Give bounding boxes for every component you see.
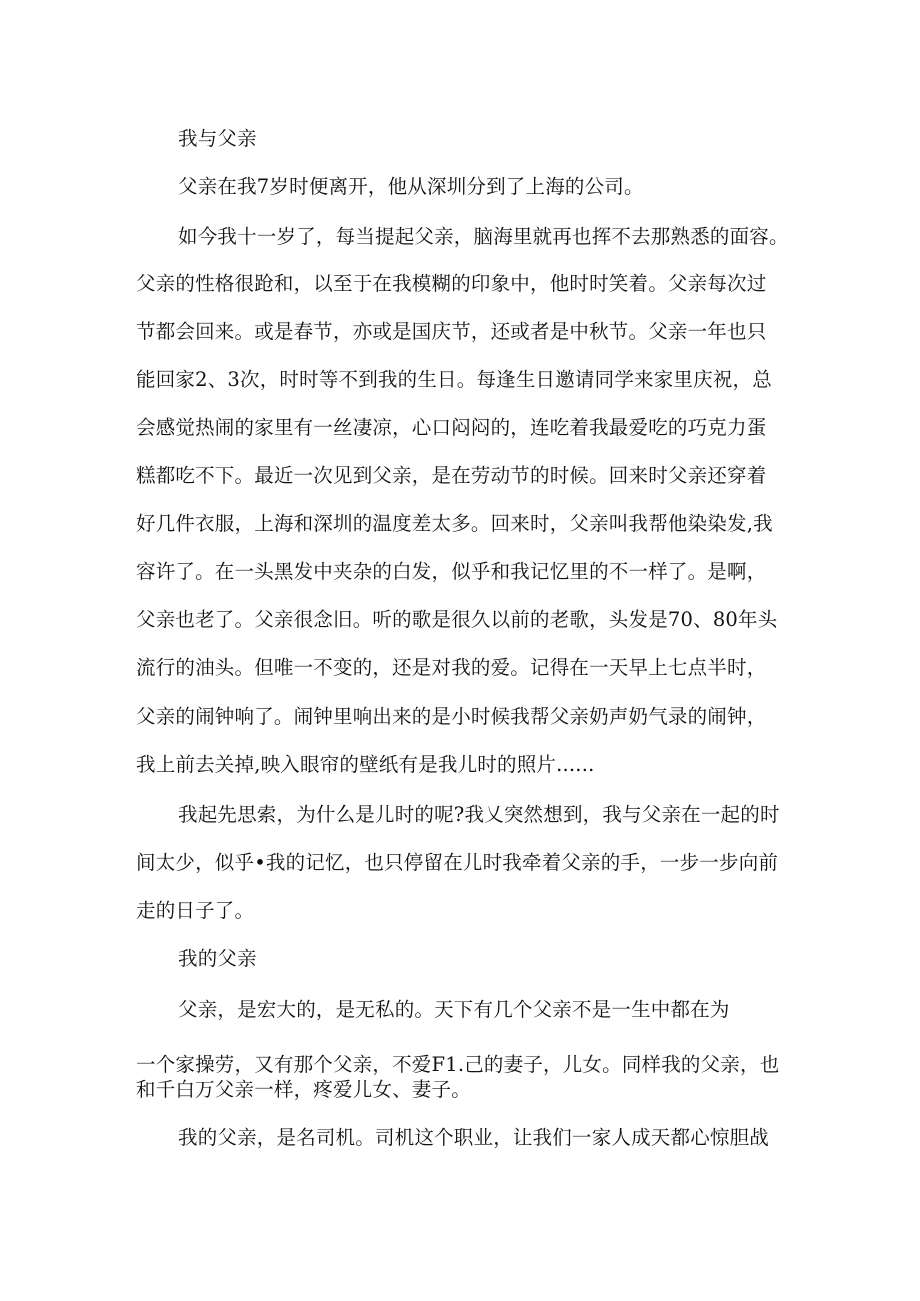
paragraph-line: 父亲的性格很跄和，以至于在我模糊的印象中，他时时笑着。父亲每次过 — [136, 272, 767, 295]
paragraph-line: 走的日子了。 — [136, 899, 255, 922]
paragraph-line: 一个家操劳，又有那个父亲，不爱F1.己的妻子，儿女。同样我的父亲，也 — [136, 1053, 780, 1076]
paragraph-line: 父亲，是宏大的，是无私的。天下有几个父亲不是一生中都在为 — [178, 998, 730, 1021]
paragraph-line: 容许了。在一头黑发中夹杂的白发，似乎和我记忆里的不一样了。是啊， — [136, 560, 767, 583]
paragraph-line: 好几件衣服，上海和深圳的温度差太多。回来时，父亲叫我帮他染染发,我 — [136, 512, 773, 535]
paragraph-line: 我起先思索，为什么是儿时的呢?我乂突然想到，我与父亲在一起的时 — [178, 803, 780, 826]
paragraph-line: 能回家2、3次，时时等不到我的生日。每逢生日邀请同学来家里庆祝，总 — [136, 368, 772, 391]
paragraph-line: 如今我十一岁了，每当提起父亲，脑海里就再也挥不去那熟悉的面容。 — [178, 225, 789, 248]
paragraph-line: 节都会回来。或是春节，亦或是国庆节，还或者是中秋节。父亲一年也只 — [136, 320, 767, 343]
paragraph-line: 会感觉热闹的家里有一丝凄凉，心口闷闷的，连吃着我最爱吃的巧克力蛋 — [136, 416, 767, 439]
paragraph-line: 糕都吃不下。最近一次见到父亲，是在劳动节的时候。回来时父亲还穿着 — [136, 464, 767, 487]
paragraph-line: 流行的油头。但唯一不变的，还是对我的爱。记得在一天早上七点半时， — [136, 656, 767, 679]
paragraph-line: 父亲的闹钟响了。闹钟里响出来的是小时候我帮父亲奶声奶气录的闹钟， — [136, 705, 767, 728]
paragraph-line: 和千白万父亲一样，疼爱儿女、妻子。 — [136, 1078, 471, 1101]
paragraph-line: 我上前去关掉,映入眼帘的壁纸有是我儿时的照片...... — [136, 753, 595, 776]
section-title: 我与父亲 — [178, 127, 257, 150]
paragraph-line: 我的父亲，是名司机。司机这个职业，让我们一家人成天都心惊胆战 — [178, 1126, 770, 1149]
paragraph-line: 间太少，似乎•我的记忆，也只停留在儿时我牵着父亲的手，一步一步向前 — [136, 851, 779, 874]
paragraph-line: 父亲也老了。父亲很念旧。听的歌是很久以前的老歌，头发是70、80年头 — [136, 608, 778, 631]
paragraph-line: 父亲在我7岁时便离开，他从深圳分到了上海的公司。 — [178, 175, 644, 198]
section-title: 我的父亲 — [178, 947, 257, 970]
